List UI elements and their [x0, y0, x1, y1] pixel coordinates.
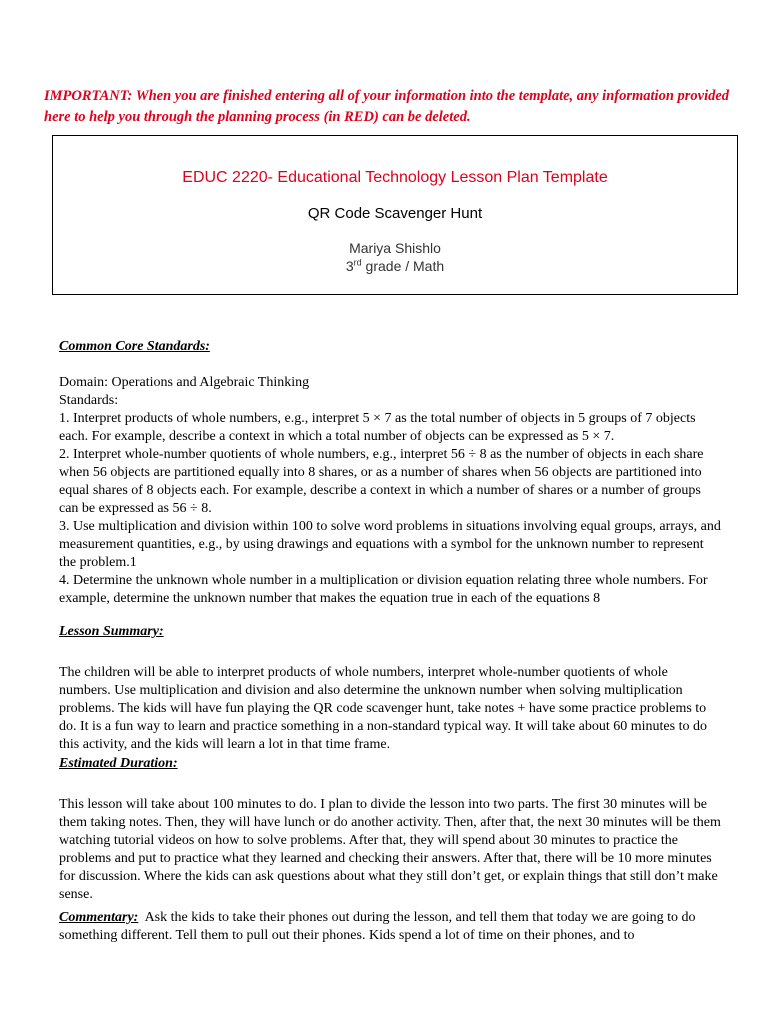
- standard-item: 2. Interpret whole-number quotients of whole numbers, e.g., interpret 56 ÷ 8 as the number of objects in each share when 56 objects are partitioned equally into 8 shares, or as a number of shares when 56 objects are partitioned into equal shares of 8 objects each. For example, describe a context in which a number of shares or a number of groups can be expressed as 56 ÷ 8.: [59, 447, 704, 516]
- summary-heading: Lesson Summary:: [59, 624, 164, 639]
- standards-heading: Common Core Standards:: [59, 339, 210, 354]
- summary-text: [59, 664, 721, 754]
- standards-section: [59, 374, 721, 608]
- important-notice: IMPORTANT: When you are finished entering all of your information into the template, any information provided here to help you through the planning process (in RED) can be deleted.: [44, 88, 730, 125]
- duration-heading: Estimated Duration:: [59, 756, 178, 771]
- grade-number: 3: [345, 258, 354, 274]
- standard-item: 1. Interpret products of whole numbers, e.g., interpret 5 × 7 as the total number of objects in 5 groups of 7 objects each. For example, describe a context in which a total number of objects can be expressed as 5 × 7.: [59, 411, 696, 444]
- duration-paragraph: This lesson will take about 100 minutes to do. I plan to divide the lesson into two parts. The first 30 minutes will be them taking notes. Then, they will have lunch or do another activity. Then, after that, the next 30 minutes will be them watching tutorial videos on how to solve problems. After that, they will spend about 30 minutes to practice the problems and put to practice what they learned and checking their answers. After that, there will be 10 more minutes for discussion. Where the kids can ask questions about what they still don’t get, or explain things that still don’t make sense.: [59, 797, 721, 902]
- duration-text: [59, 796, 721, 904]
- standard-item: 4. Determine the unknown whole number in a multiplication or division equation relating three whole numbers. For example, determine the unknown number that makes the equation true in each of the equations 8: [59, 573, 708, 606]
- title-box: [52, 135, 738, 295]
- summary-paragraph: The children will be able to interpret products of whole numbers, interpret whole-number quotients of whole numbers. Use multiplication and division and also determine the unknown number when solving multiplication problems. The kids will have fun playing the QR code scavenger hunt, take notes + have some practice problems to do. It is a fun way to learn and practice something in a non-standard typical way. It will take about 60 minutes to do this activity, and the kids will learn a lot in that time frame.: [59, 665, 707, 752]
- lesson-title: QR Code Scavenger Hunt: [307, 205, 483, 222]
- author-name: Mariya Shishlo: [349, 240, 441, 256]
- commentary-section: [59, 909, 721, 945]
- standards-label: Standards:: [59, 393, 119, 408]
- standards-domain: Domain: Operations and Algebraic Thinking: [59, 375, 310, 390]
- commentary-text: Ask the kids to take their phones out during the lesson, and tell them that today we are going to do something different. Tell them to pull out their phones. Kids spend a lot of time on their phones, and to: [59, 910, 700, 943]
- grade-suffix: rd: [353, 257, 362, 268]
- grade-subject: [53, 258, 737, 274]
- standard-item: 3. Use multiplication and division within 100 to solve word problems in situations involving equal groups, arrays, and measurement quantities, e.g., by using drawings and equations with a symbol for the unknown number to represent the problem.1: [59, 519, 721, 570]
- commentary-label: Commentary:: [59, 910, 139, 925]
- grade-rest: grade / Math: [361, 258, 445, 274]
- template-title: EDUC 2220- Educational Technology Lesson Plan Template: [182, 169, 608, 186]
